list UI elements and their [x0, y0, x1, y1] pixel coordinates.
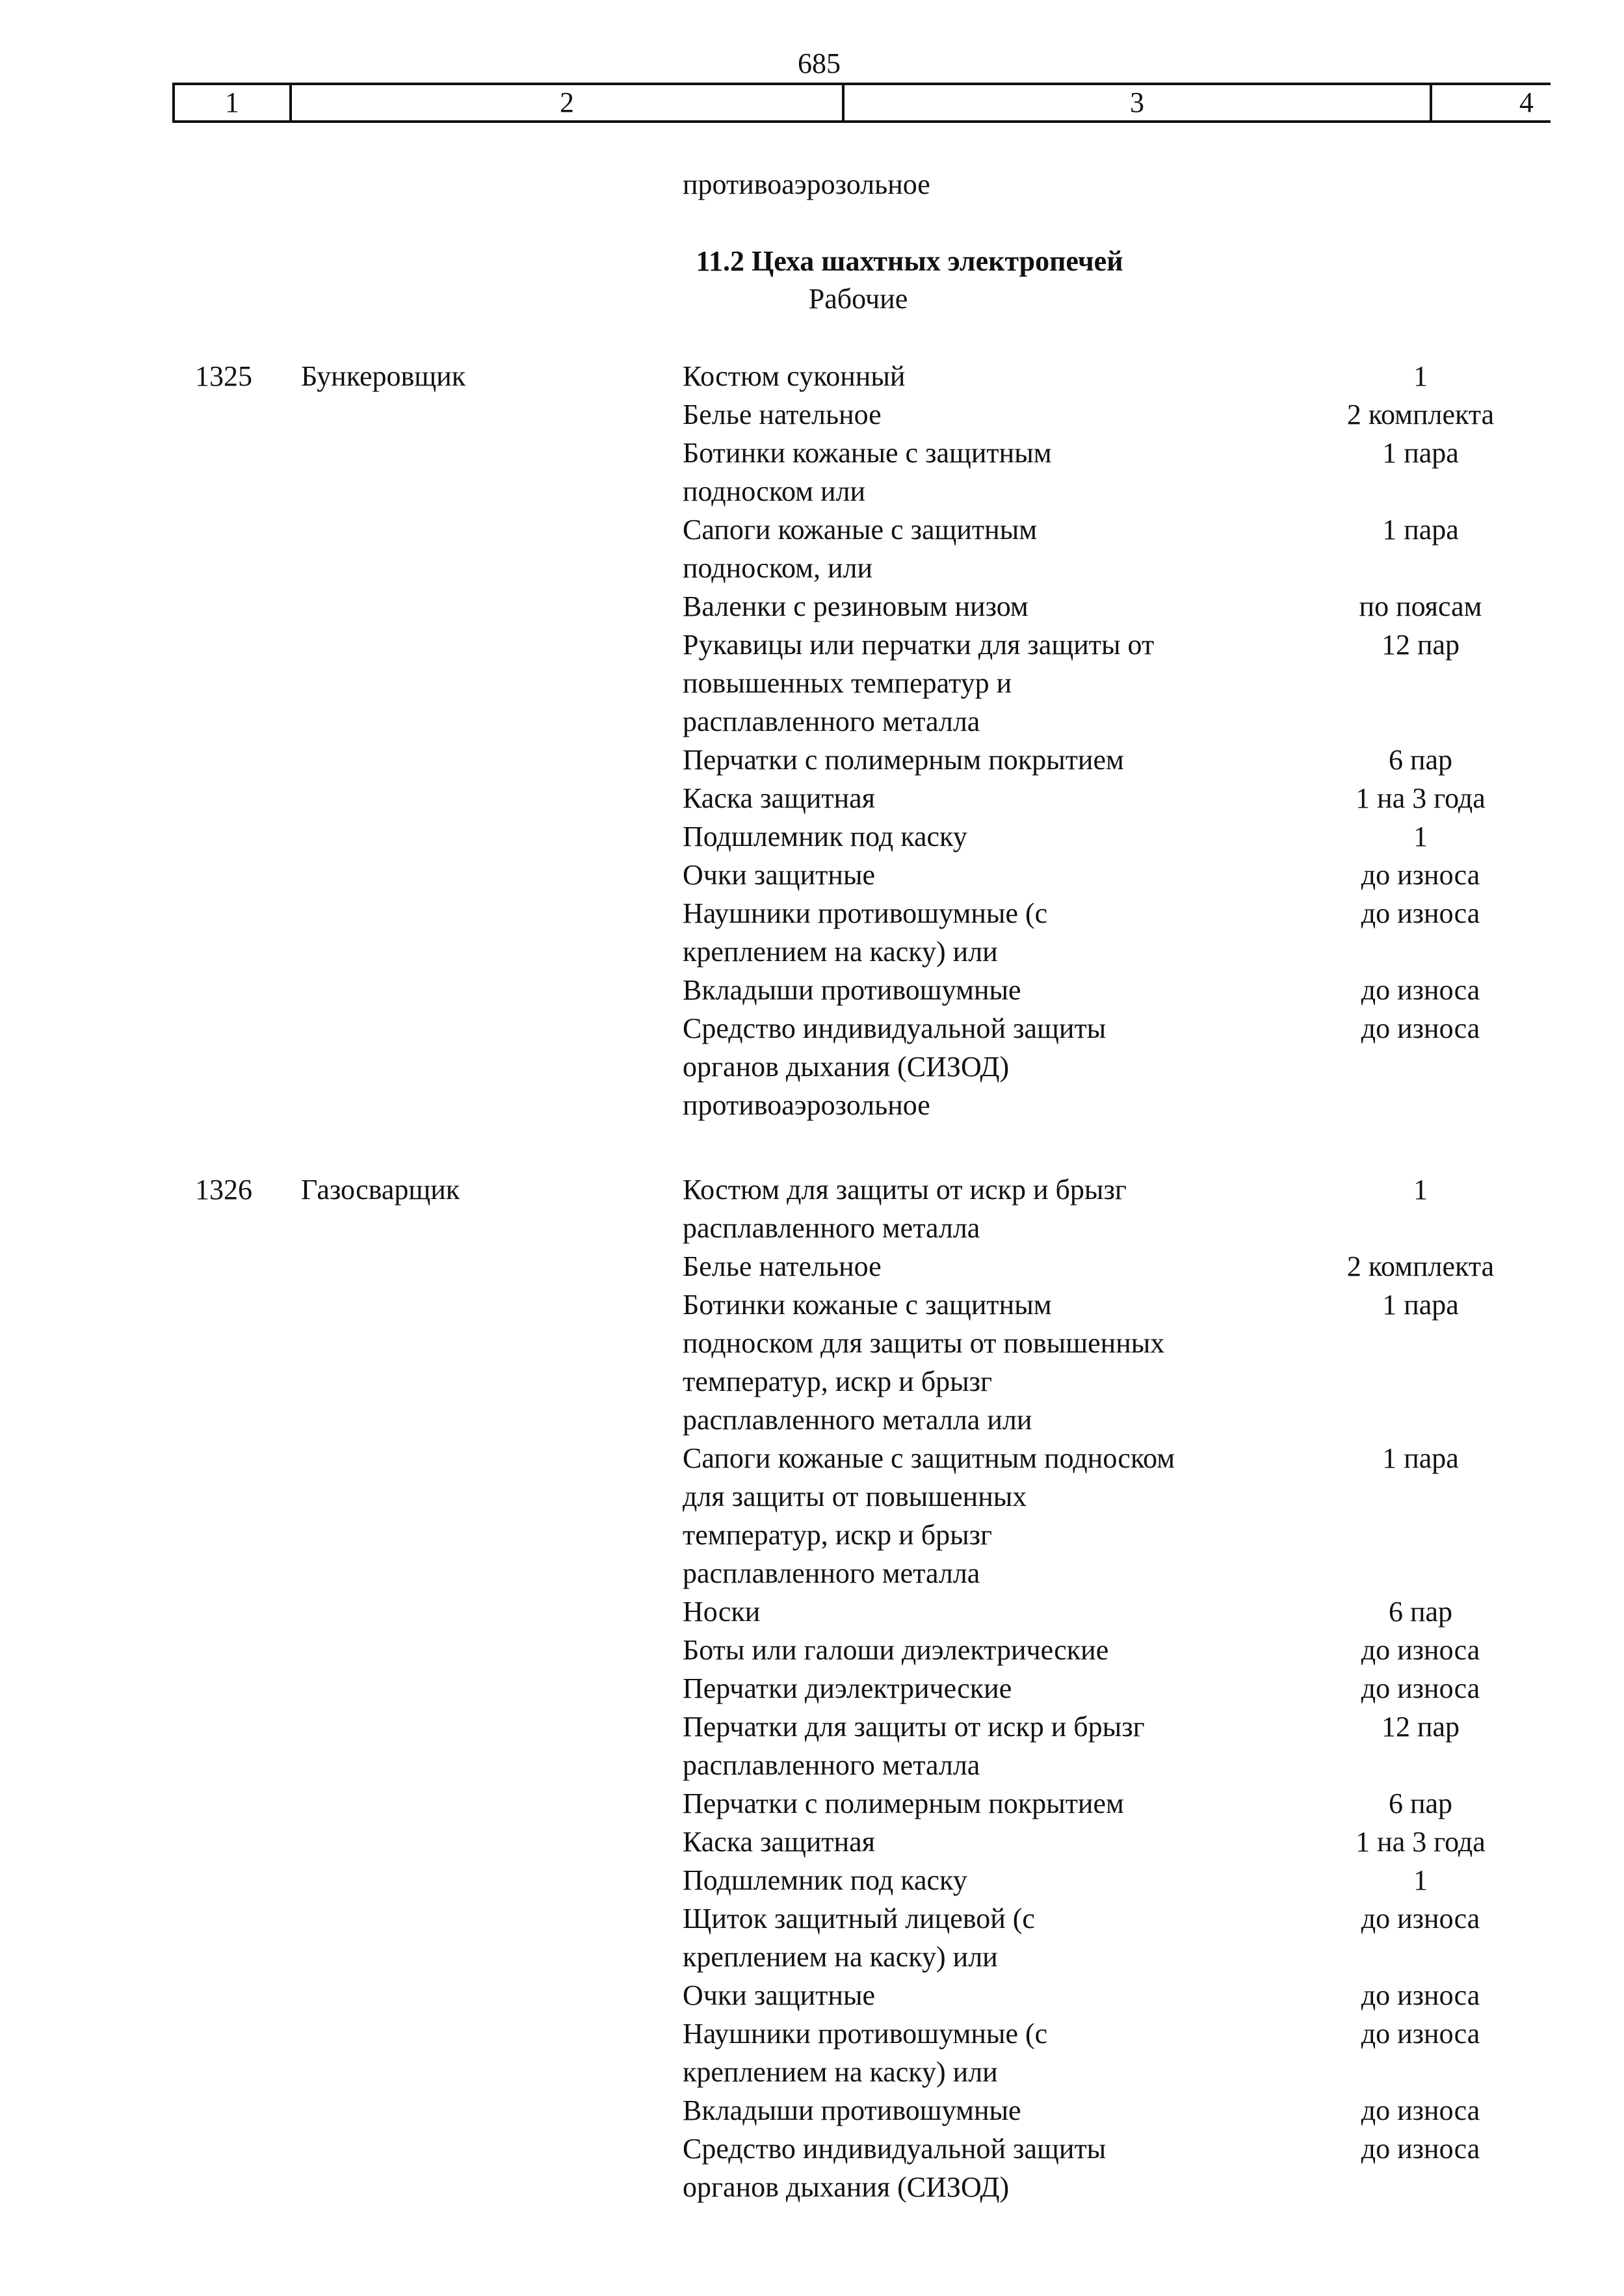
list-item: Боты или галоши диэлектрические до износа	[683, 1634, 1480, 1666]
list-item: Ботинки кожаные с защитным подноском для защиты от повышенных температур, искр и брызг расплавленного металла или 1 пара	[683, 1289, 1459, 1436]
list-item: Перчатки для защиты от искр и брызг расплавленного металла 12 пар	[683, 1711, 1460, 1781]
list-item: Подшлемник под каску 1	[683, 1864, 1428, 1896]
list-item: Сапоги кожаные с защитным подноском, или 1 пара	[683, 514, 1459, 584]
entry-profession: Бункеровщик	[301, 360, 466, 392]
list-item: Средство индивидуальной защиты органов дыхания (СИЗОД) до износа	[683, 2133, 1480, 2203]
column-header-3: 3	[1130, 86, 1144, 118]
list-item: Белье нательное 2 комплекта	[683, 399, 1495, 430]
column-header-1: 1	[225, 86, 239, 118]
entry-items	[683, 357, 1541, 1124]
section-subtitle: Рабочие	[808, 283, 908, 315]
list-item: Белье нательное 2 комплекта	[683, 1250, 1495, 1282]
list-item: Рукавицы или перчатки для защиты от повышенных температур и расплавленного металла 12 пар	[683, 629, 1460, 737]
column-header-table	[172, 83, 1551, 123]
list-item: Перчатки с полимерным покрытием 6 пар	[683, 1788, 1453, 1819]
entry-items	[683, 1170, 1541, 2206]
list-item: Каска защитная 1 на 3 года	[683, 1826, 1486, 1858]
list-item: Щиток защитный лицевой (с креплением на каску) или до износа	[683, 1903, 1480, 1973]
list-item: Сапоги кожаные с защитным подноском для защиты от повышенных температур, искр и брызг расплавленного металла 1 пара	[683, 1442, 1459, 1589]
column-header-4: 4	[1519, 86, 1534, 118]
list-item: Очки защитные до износа	[683, 859, 1480, 891]
list-item: Наушники противошумные (с креплением на каску) или до износа	[683, 2018, 1480, 2088]
entry-code: 1325	[195, 360, 252, 392]
list-item: Костюм суконный 1	[683, 360, 1428, 392]
entry-profession: Газосварщик	[301, 1174, 460, 1206]
column-header-2: 2	[560, 86, 574, 118]
list-item: Костюм для защиты от искр и брызг расплавленного металла 1	[683, 1174, 1428, 1244]
list-item: Ботинки кожаные с защитным подноском или 1 пара	[683, 437, 1459, 507]
list-item: Наушники противошумные (с креплением на каску) или до износа	[683, 897, 1480, 968]
list-item: Подшлемник под каску 1	[683, 821, 1428, 852]
list-item: Перчатки диэлектрические до износа	[683, 1672, 1480, 1704]
entry-code: 1326	[195, 1174, 252, 1206]
list-item: Вкладыши противошумные до износа	[683, 2094, 1480, 2126]
page-number: 685	[798, 47, 841, 79]
list-item: Каска защитная 1 на 3 года	[683, 782, 1486, 814]
list-item: Очки защитные до износа	[683, 1979, 1480, 2011]
list-item: Носки 6 пар	[683, 1596, 1453, 1628]
list-item: Средство индивидуальной защиты органов дыхания (СИЗОД) противоаэрозольное до износа	[683, 1012, 1480, 1121]
list-item: Валенки с резиновым низом по поясам	[683, 590, 1482, 622]
list-item: Вкладыши противошумные до износа	[683, 974, 1480, 1006]
section-title: 11.2 Цеха шахтных электропечей	[696, 245, 1123, 277]
continuation-text: противоаэрозольное	[683, 168, 930, 200]
list-item: Перчатки с полимерным покрытием 6 пар	[683, 744, 1453, 776]
